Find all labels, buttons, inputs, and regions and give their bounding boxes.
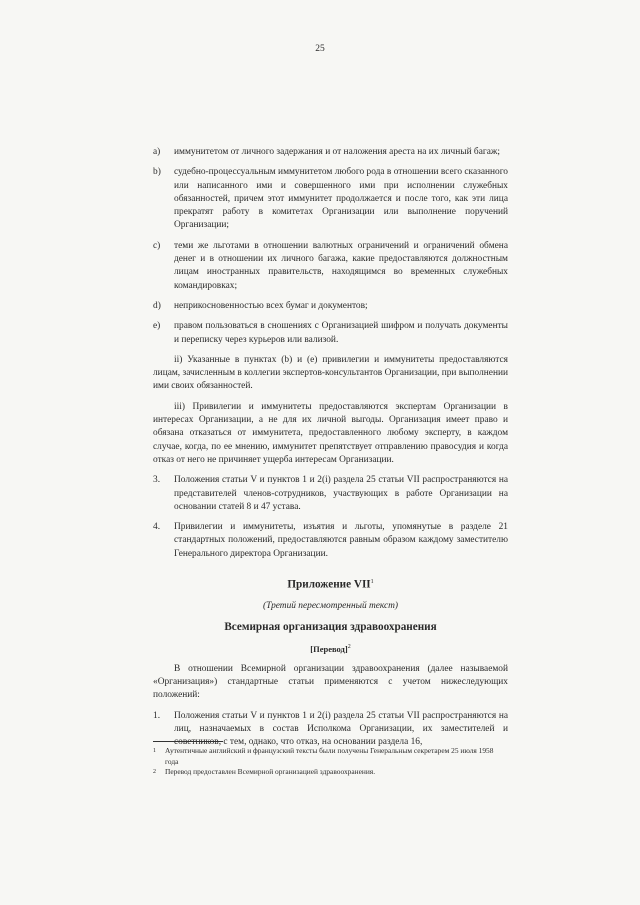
appendix-title-text: Приложение VII <box>287 578 371 591</box>
paragraph-1 <box>153 710 508 750</box>
list-item-c <box>153 240 508 293</box>
list-label: c) <box>153 240 161 251</box>
appendix-title <box>153 576 508 592</box>
list-item-a <box>153 146 508 159</box>
paragraph-label: 3. <box>153 475 161 486</box>
list-label: b) <box>153 167 161 178</box>
list-label: a) <box>153 147 161 157</box>
footnote-marker: 2 <box>153 769 156 776</box>
list-text: правом пользоваться в сношениях с Организацией шифром и получать документы и переписку через курьеров или вализой. <box>174 321 508 345</box>
intro-paragraph: В отношении Всемирной организации здравоохранения (далее называемой «Организация») стандартные статьи применяются с учетом нижеследующих положений: <box>153 663 508 701</box>
list-item-d <box>153 300 508 313</box>
footnote-2 <box>153 767 508 778</box>
paragraph-text: Положения статьи V и пунктов 1 и 2(i) раздела 25 статьи VII распространяются на представителей членов-сотрудников, участвующих в работе Организации на основании статей 8 и 47 устава. <box>174 475 508 512</box>
document-body <box>153 146 508 750</box>
list-text: судебно-процессуальным иммунитетом любого рода в отношении всего сказанного или написанного ими и совершенного ими при исполнении служебных обязанностей, причем этот иммунитет продолжается и после того, как эти лица прекратят работу в комитетах Организации или выполнение поручений Организации; <box>174 167 508 231</box>
paragraph-iii: iii) Привилегии и иммунитеты предоставляются экспертам Организации в интересах Организации, а не для их личной выгоды. Организация имеет право и обязана отказаться от иммунитета, предоставленного любому эксперту, в каждом случае, когда, по ее мнению, иммунитет препятствует отправлению правосудия и когда отказ от него не причиняет ущерба интересам Организации. <box>153 401 508 465</box>
footnote-text: Аутентичные английский и французский тексты были получены Генеральным секретарем 25 июля 1958 года <box>165 746 494 766</box>
translation-text: [Перевод] <box>310 643 348 654</box>
list-label: e) <box>153 321 161 332</box>
paragraph-text: Привилегии и иммунитеты, изъятия и льготы, упомянутые в разделе 21 стандартных положений, предоставляются равным образом каждому заместителю Генерального директора Организации. <box>174 522 508 559</box>
footnote-text: Перевод предоставлен Всемирной организацией здравоохранения. <box>165 767 376 777</box>
paragraph-label: 1. <box>153 710 161 721</box>
appendix-subtitle: (Третий пересмотренный текст) <box>262 601 399 612</box>
list-text: иммунитетом от личного задержания и от наложения ареста на их личный багаж; <box>174 147 500 157</box>
translation-note <box>153 641 508 656</box>
list-text: неприкосновенностью всех бумаг и документов; <box>174 300 368 311</box>
list-label: d) <box>153 300 161 311</box>
footnote-marker: 2 <box>347 643 351 650</box>
paragraph-4 <box>153 521 508 561</box>
paragraph-label: 4. <box>153 522 161 533</box>
footnote-marker: 1 <box>370 579 374 586</box>
list-item-b <box>153 166 508 232</box>
list-item-e <box>153 320 508 347</box>
page-number: 25 <box>315 44 325 54</box>
footnotes <box>153 746 508 778</box>
paragraph-text: Положения статьи V и пунктов 1 и 2(i) раздела 25 статьи VII распространяются на лиц, назначаемых в состав Исполкома Организации, их заместителей и советников, с тем, однако, что отказ, на основании раздела 16, <box>174 710 508 748</box>
footnote-marker: 1 <box>153 748 156 754</box>
list-text: теми же льготами в отношении валютных ограничений и ограничений обмена денег и в отношении их личного багажа, какие предоставляются должностным лицам иностранных правительств, находящимся во временных служебных командировках; <box>174 240 508 291</box>
organization-title: Всемирная организация здравоохранения <box>224 621 437 634</box>
paragraph-ii: ii) Указанные в пунктах (b) и (e) привилегии и иммунитеты предоставляются лицам, зачисленным в коллегии экспертов-консультантов Организации, при выполнении ими своих обязанностей. <box>153 354 508 392</box>
footnote-divider <box>153 741 223 742</box>
paragraph-3 <box>153 474 508 514</box>
footnote-1 <box>153 746 508 767</box>
